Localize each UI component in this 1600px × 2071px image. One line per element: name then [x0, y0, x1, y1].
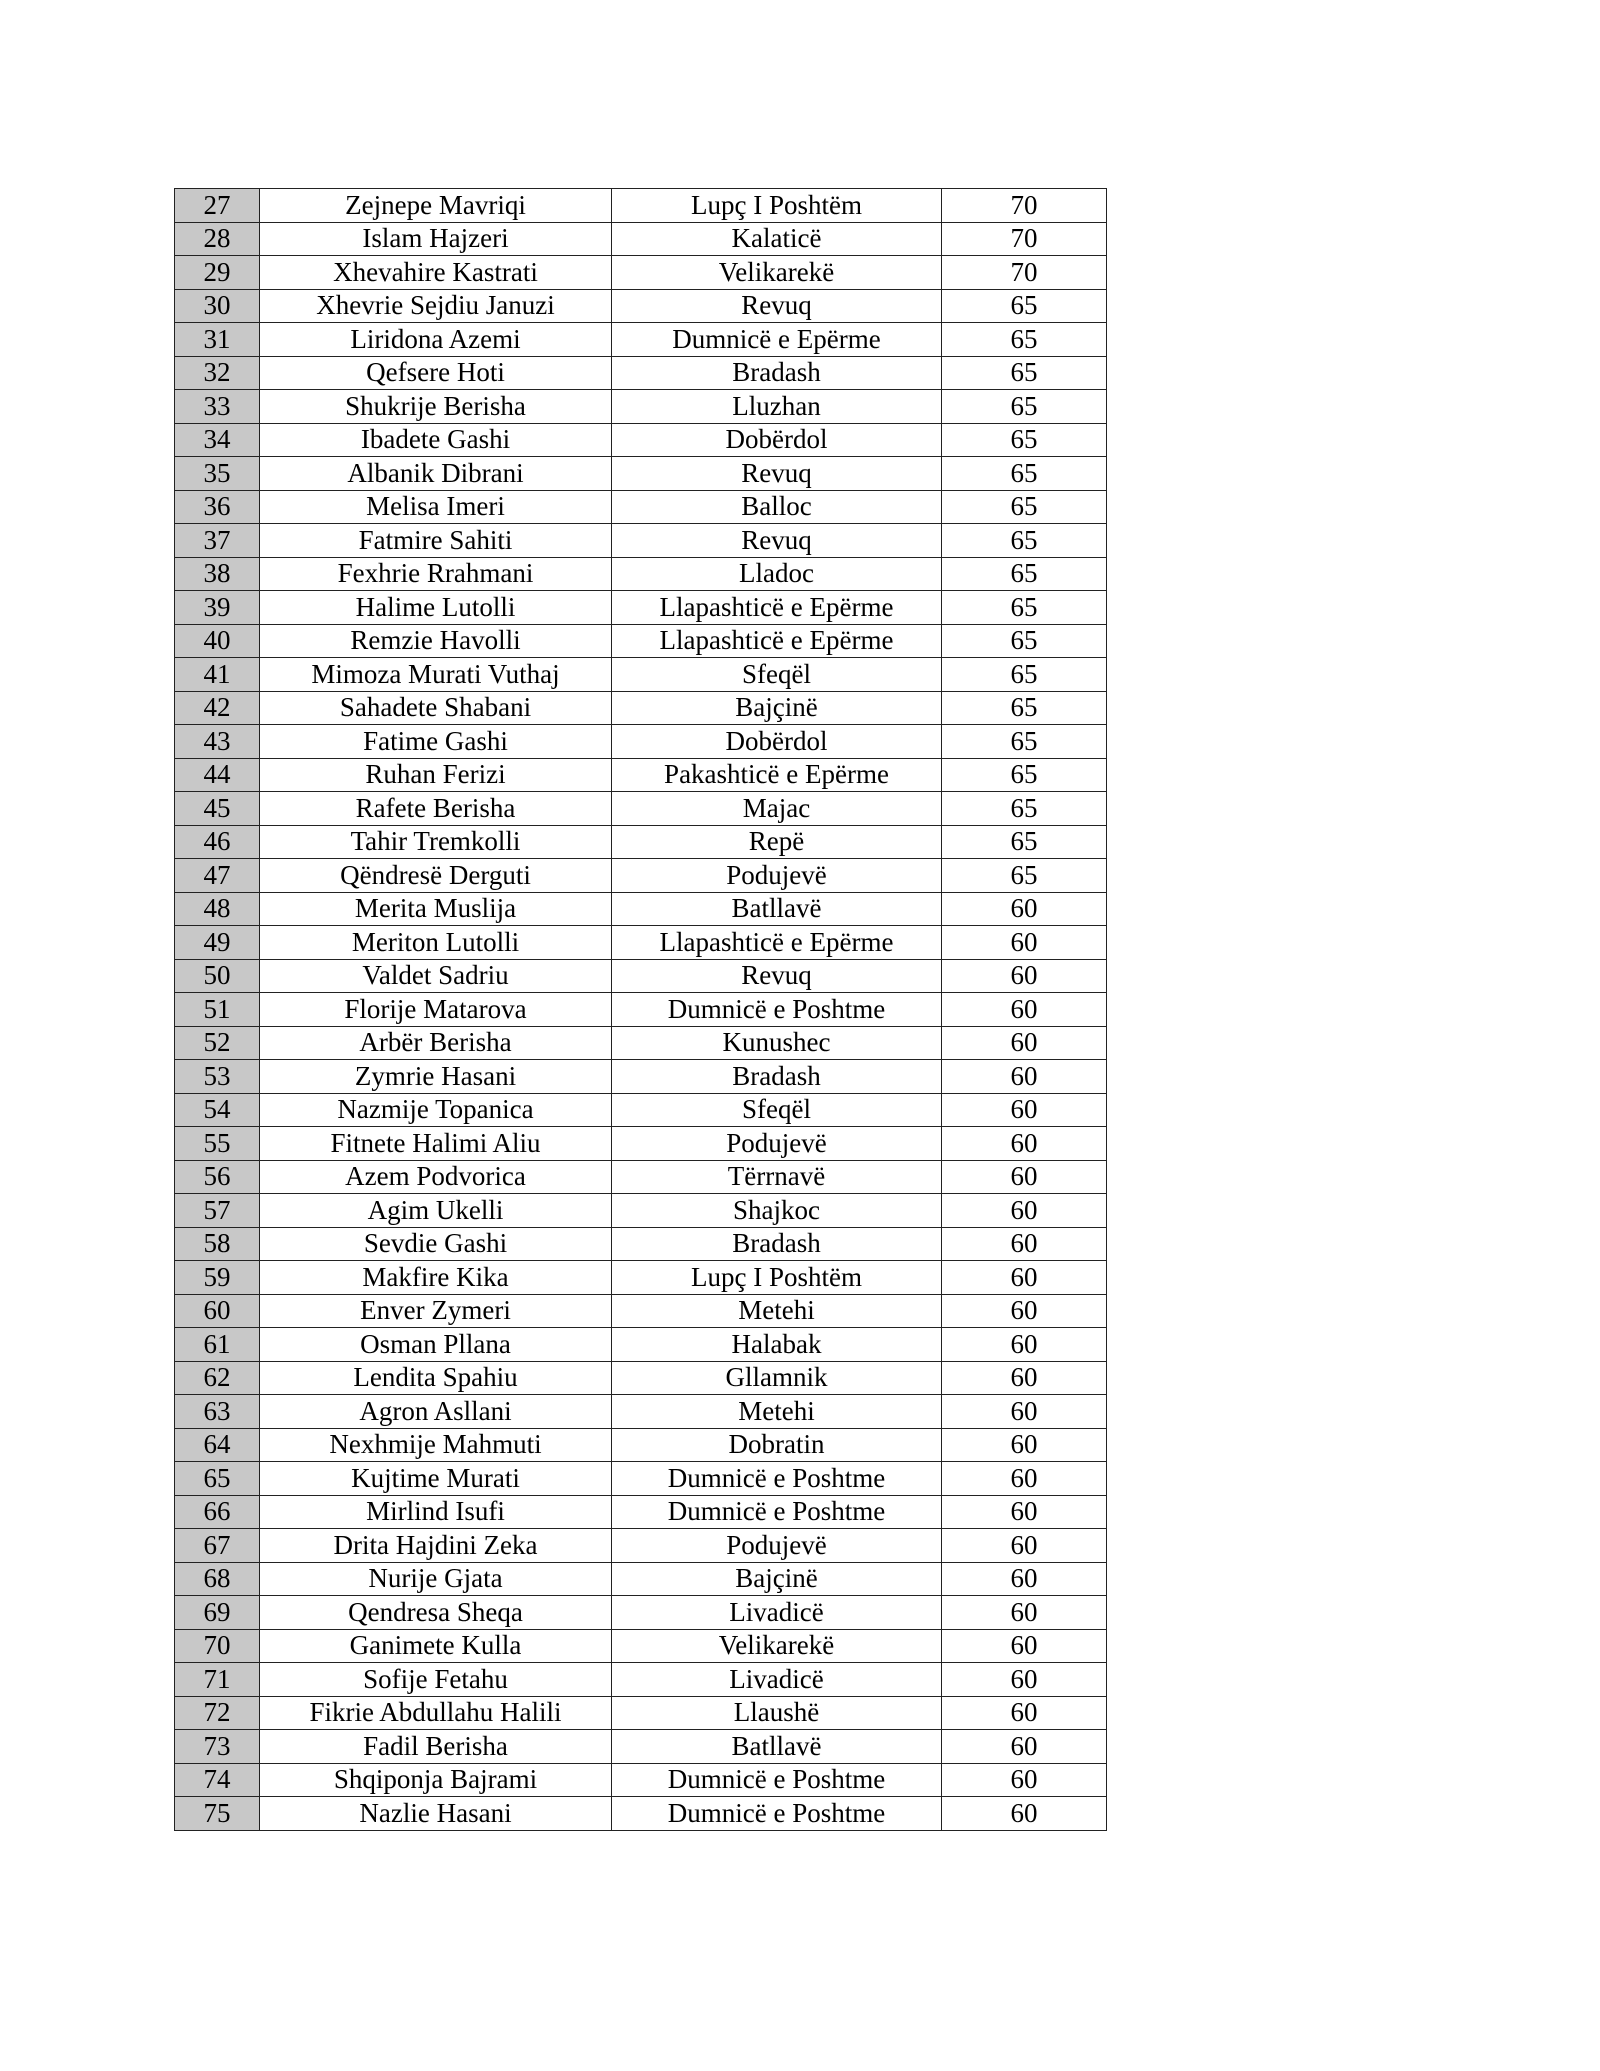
- row-number-cell: 59: [175, 1261, 260, 1295]
- table-row: [175, 289, 1107, 323]
- score-cell: 60: [942, 1629, 1107, 1663]
- score-cell: 65: [942, 658, 1107, 692]
- village-cell: Repë: [612, 825, 942, 859]
- village-cell: Velikarekë: [612, 256, 942, 290]
- village-cell: Majac: [612, 792, 942, 826]
- village-cell: Llapashticë e Epërme: [612, 926, 942, 960]
- row-number-cell: 35: [175, 457, 260, 491]
- table-row: [175, 691, 1107, 725]
- table-row: [175, 825, 1107, 859]
- row-number-cell: 37: [175, 524, 260, 558]
- village-cell: Velikarekë: [612, 1629, 942, 1663]
- row-number-cell: 73: [175, 1730, 260, 1764]
- person-name-cell: Fitnete Halimi Aliu: [260, 1127, 612, 1161]
- score-cell: 65: [942, 792, 1107, 826]
- table-row: [175, 1194, 1107, 1228]
- table-row: [175, 1395, 1107, 1429]
- village-cell: Bajçinë: [612, 691, 942, 725]
- results-table: [174, 188, 1107, 1831]
- person-name-cell: Zymrie Hasani: [260, 1060, 612, 1094]
- table-row: [175, 1730, 1107, 1764]
- score-cell: 60: [942, 1730, 1107, 1764]
- score-cell: 60: [942, 1562, 1107, 1596]
- person-name-cell: Mimoza Murati Vuthaj: [260, 658, 612, 692]
- village-cell: Bradash: [612, 1227, 942, 1261]
- person-name-cell: Makfire Kika: [260, 1261, 612, 1295]
- table-row: [175, 1763, 1107, 1797]
- table-row: [175, 557, 1107, 591]
- score-cell: 60: [942, 959, 1107, 993]
- score-cell: 65: [942, 758, 1107, 792]
- village-cell: Podujevë: [612, 1529, 942, 1563]
- person-name-cell: Fikrie Abdullahu Halili: [260, 1696, 612, 1730]
- score-cell: 60: [942, 926, 1107, 960]
- row-number-cell: 51: [175, 993, 260, 1027]
- row-number-cell: 70: [175, 1629, 260, 1663]
- village-cell: Bradash: [612, 356, 942, 390]
- row-number-cell: 68: [175, 1562, 260, 1596]
- table-row: [175, 959, 1107, 993]
- table-row: [175, 1696, 1107, 1730]
- row-number-cell: 45: [175, 792, 260, 826]
- person-name-cell: Xhevahire Kastrati: [260, 256, 612, 290]
- row-number-cell: 52: [175, 1026, 260, 1060]
- table-row: [175, 256, 1107, 290]
- person-name-cell: Lendita Spahiu: [260, 1361, 612, 1395]
- row-number-cell: 40: [175, 624, 260, 658]
- row-number-cell: 65: [175, 1462, 260, 1496]
- village-cell: Kalaticë: [612, 222, 942, 256]
- village-cell: Halabak: [612, 1328, 942, 1362]
- table-row: [175, 1328, 1107, 1362]
- row-number-cell: 36: [175, 490, 260, 524]
- person-name-cell: Qendresa Sheqa: [260, 1596, 612, 1630]
- person-name-cell: Nazlie Hasani: [260, 1797, 612, 1831]
- score-cell: 65: [942, 323, 1107, 357]
- village-cell: Lluzhan: [612, 390, 942, 424]
- person-name-cell: Fatmire Sahiti: [260, 524, 612, 558]
- score-cell: 65: [942, 423, 1107, 457]
- person-name-cell: Fadil Berisha: [260, 1730, 612, 1764]
- table-row: [175, 1060, 1107, 1094]
- village-cell: Dobërdol: [612, 725, 942, 759]
- table-row: [175, 1797, 1107, 1831]
- score-cell: 65: [942, 524, 1107, 558]
- score-cell: 70: [942, 222, 1107, 256]
- score-cell: 65: [942, 390, 1107, 424]
- person-name-cell: Fexhrie Rrahmani: [260, 557, 612, 591]
- village-cell: Balloc: [612, 490, 942, 524]
- table-row: [175, 356, 1107, 390]
- village-cell: Dumnicë e Poshtme: [612, 993, 942, 1027]
- village-cell: Revuq: [612, 524, 942, 558]
- table-row: [175, 1160, 1107, 1194]
- person-name-cell: Mirlind Isufi: [260, 1495, 612, 1529]
- table-row: [175, 1026, 1107, 1060]
- village-cell: Dumnicë e Poshtme: [612, 1462, 942, 1496]
- village-cell: Llapashticë e Epërme: [612, 624, 942, 658]
- village-cell: Podujevë: [612, 859, 942, 893]
- table-row: [175, 222, 1107, 256]
- village-cell: Dumnicë e Poshtme: [612, 1763, 942, 1797]
- row-number-cell: 72: [175, 1696, 260, 1730]
- row-number-cell: 64: [175, 1428, 260, 1462]
- table-row: [175, 189, 1107, 223]
- table-row: [175, 1127, 1107, 1161]
- row-number-cell: 61: [175, 1328, 260, 1362]
- score-cell: 60: [942, 1663, 1107, 1697]
- score-cell: 65: [942, 557, 1107, 591]
- person-name-cell: Enver Zymeri: [260, 1294, 612, 1328]
- score-cell: 65: [942, 591, 1107, 625]
- village-cell: Lladoc: [612, 557, 942, 591]
- table-row: [175, 1361, 1107, 1395]
- village-cell: Dobërdol: [612, 423, 942, 457]
- row-number-cell: 74: [175, 1763, 260, 1797]
- row-number-cell: 47: [175, 859, 260, 893]
- score-cell: 60: [942, 1160, 1107, 1194]
- row-number-cell: 48: [175, 892, 260, 926]
- person-name-cell: Agim Ukelli: [260, 1194, 612, 1228]
- village-cell: Sfeqël: [612, 658, 942, 692]
- table-row: [175, 323, 1107, 357]
- row-number-cell: 66: [175, 1495, 260, 1529]
- table-row: [175, 624, 1107, 658]
- table-row: [175, 859, 1107, 893]
- village-cell: Bradash: [612, 1060, 942, 1094]
- table-row: [175, 658, 1107, 692]
- person-name-cell: Meriton Lutolli: [260, 926, 612, 960]
- score-cell: 65: [942, 825, 1107, 859]
- person-name-cell: Ganimete Kulla: [260, 1629, 612, 1663]
- person-name-cell: Sevdie Gashi: [260, 1227, 612, 1261]
- table-row: [175, 1227, 1107, 1261]
- person-name-cell: Merita Muslija: [260, 892, 612, 926]
- village-cell: Revuq: [612, 289, 942, 323]
- row-number-cell: 28: [175, 222, 260, 256]
- person-name-cell: Florije Matarova: [260, 993, 612, 1027]
- village-cell: Lupç I Poshtëm: [612, 1261, 942, 1295]
- row-number-cell: 46: [175, 825, 260, 859]
- score-cell: 60: [942, 1261, 1107, 1295]
- score-cell: 65: [942, 859, 1107, 893]
- table-row: [175, 1495, 1107, 1529]
- person-name-cell: Islam Hajzeri: [260, 222, 612, 256]
- village-cell: Dumnicë e Poshtme: [612, 1797, 942, 1831]
- score-cell: 60: [942, 1797, 1107, 1831]
- person-name-cell: Agron Asllani: [260, 1395, 612, 1429]
- village-cell: Revuq: [612, 457, 942, 491]
- table-row: [175, 524, 1107, 558]
- score-cell: 60: [942, 1060, 1107, 1094]
- score-cell: 65: [942, 691, 1107, 725]
- table-row: [175, 490, 1107, 524]
- row-number-cell: 53: [175, 1060, 260, 1094]
- village-cell: Sfeqël: [612, 1093, 942, 1127]
- score-cell: 60: [942, 1462, 1107, 1496]
- person-name-cell: Remzie Havolli: [260, 624, 612, 658]
- person-name-cell: Drita Hajdini Zeka: [260, 1529, 612, 1563]
- row-number-cell: 44: [175, 758, 260, 792]
- table-row: [175, 792, 1107, 826]
- village-cell: Tërrnavë: [612, 1160, 942, 1194]
- score-cell: 60: [942, 1026, 1107, 1060]
- score-cell: 60: [942, 1093, 1107, 1127]
- row-number-cell: 42: [175, 691, 260, 725]
- person-name-cell: Kujtime Murati: [260, 1462, 612, 1496]
- row-number-cell: 49: [175, 926, 260, 960]
- table-row: [175, 1562, 1107, 1596]
- score-cell: 65: [942, 725, 1107, 759]
- village-cell: Llaushë: [612, 1696, 942, 1730]
- table-row: [175, 1093, 1107, 1127]
- village-cell: Podujevë: [612, 1127, 942, 1161]
- row-number-cell: 30: [175, 289, 260, 323]
- village-cell: Batllavë: [612, 892, 942, 926]
- person-name-cell: Albanik Dibrani: [260, 457, 612, 491]
- village-cell: Bajçinë: [612, 1562, 942, 1596]
- score-cell: 65: [942, 356, 1107, 390]
- score-cell: 60: [942, 1328, 1107, 1362]
- table-row: [175, 1428, 1107, 1462]
- village-cell: Livadicë: [612, 1663, 942, 1697]
- table-row: [175, 725, 1107, 759]
- row-number-cell: 69: [175, 1596, 260, 1630]
- village-cell: Batllavë: [612, 1730, 942, 1764]
- person-name-cell: Valdet Sadriu: [260, 959, 612, 993]
- village-cell: Dumnicë e Epërme: [612, 323, 942, 357]
- person-name-cell: Ruhan Ferizi: [260, 758, 612, 792]
- person-name-cell: Zejnepe Mavriqi: [260, 189, 612, 223]
- person-name-cell: Fatime Gashi: [260, 725, 612, 759]
- row-number-cell: 54: [175, 1093, 260, 1127]
- row-number-cell: 58: [175, 1227, 260, 1261]
- row-number-cell: 55: [175, 1127, 260, 1161]
- row-number-cell: 27: [175, 189, 260, 223]
- person-name-cell: Nurije Gjata: [260, 1562, 612, 1596]
- person-name-cell: Ibadete Gashi: [260, 423, 612, 457]
- row-number-cell: 57: [175, 1194, 260, 1228]
- row-number-cell: 38: [175, 557, 260, 591]
- village-cell: Metehi: [612, 1294, 942, 1328]
- village-cell: Gllamnik: [612, 1361, 942, 1395]
- row-number-cell: 39: [175, 591, 260, 625]
- score-cell: 60: [942, 1596, 1107, 1630]
- person-name-cell: Xhevrie Sejdiu Januzi: [260, 289, 612, 323]
- score-cell: 60: [942, 1529, 1107, 1563]
- score-cell: 70: [942, 189, 1107, 223]
- person-name-cell: Shukrije Berisha: [260, 390, 612, 424]
- row-number-cell: 33: [175, 390, 260, 424]
- table-row: [175, 1596, 1107, 1630]
- table-row: [175, 591, 1107, 625]
- score-cell: 60: [942, 1361, 1107, 1395]
- table-row: [175, 390, 1107, 424]
- village-cell: Lupç I Poshtëm: [612, 189, 942, 223]
- person-name-cell: Melisa Imeri: [260, 490, 612, 524]
- row-number-cell: 50: [175, 959, 260, 993]
- village-cell: Dobratin: [612, 1428, 942, 1462]
- row-number-cell: 31: [175, 323, 260, 357]
- person-name-cell: Azem Podvorica: [260, 1160, 612, 1194]
- person-name-cell: Shqiponja Bajrami: [260, 1763, 612, 1797]
- score-cell: 60: [942, 1194, 1107, 1228]
- row-number-cell: 43: [175, 725, 260, 759]
- person-name-cell: Halime Lutolli: [260, 591, 612, 625]
- table-row: [175, 457, 1107, 491]
- village-cell: Kunushec: [612, 1026, 942, 1060]
- table-row: [175, 423, 1107, 457]
- village-cell: Livadicë: [612, 1596, 942, 1630]
- table-row: [175, 1294, 1107, 1328]
- village-cell: Shajkoc: [612, 1194, 942, 1228]
- score-cell: 60: [942, 993, 1107, 1027]
- score-cell: 65: [942, 457, 1107, 491]
- person-name-cell: Nexhmije Mahmuti: [260, 1428, 612, 1462]
- score-cell: 60: [942, 892, 1107, 926]
- person-name-cell: Osman Pllana: [260, 1328, 612, 1362]
- person-name-cell: Rafete Berisha: [260, 792, 612, 826]
- score-cell: 60: [942, 1294, 1107, 1328]
- score-cell: 60: [942, 1495, 1107, 1529]
- table-row: [175, 993, 1107, 1027]
- table-row: [175, 926, 1107, 960]
- person-name-cell: Tahir Tremkolli: [260, 825, 612, 859]
- table-row: [175, 892, 1107, 926]
- row-number-cell: 62: [175, 1361, 260, 1395]
- score-cell: 60: [942, 1763, 1107, 1797]
- row-number-cell: 34: [175, 423, 260, 457]
- table-row: [175, 758, 1107, 792]
- results-table-body: [175, 189, 1107, 1831]
- score-cell: 60: [942, 1428, 1107, 1462]
- score-cell: 60: [942, 1227, 1107, 1261]
- village-cell: Llapashticë e Epërme: [612, 591, 942, 625]
- score-cell: 60: [942, 1395, 1107, 1429]
- row-number-cell: 29: [175, 256, 260, 290]
- village-cell: Dumnicë e Poshtme: [612, 1495, 942, 1529]
- row-number-cell: 67: [175, 1529, 260, 1563]
- score-cell: 60: [942, 1127, 1107, 1161]
- table-row: [175, 1629, 1107, 1663]
- table-row: [175, 1663, 1107, 1697]
- score-cell: 65: [942, 624, 1107, 658]
- person-name-cell: Sahadete Shabani: [260, 691, 612, 725]
- person-name-cell: Qëndresë Derguti: [260, 859, 612, 893]
- village-cell: Revuq: [612, 959, 942, 993]
- table-row: [175, 1529, 1107, 1563]
- village-cell: Metehi: [612, 1395, 942, 1429]
- row-number-cell: 60: [175, 1294, 260, 1328]
- row-number-cell: 41: [175, 658, 260, 692]
- row-number-cell: 71: [175, 1663, 260, 1697]
- score-cell: 65: [942, 490, 1107, 524]
- village-cell: Pakashticë e Epërme: [612, 758, 942, 792]
- row-number-cell: 75: [175, 1797, 260, 1831]
- row-number-cell: 56: [175, 1160, 260, 1194]
- score-cell: 65: [942, 289, 1107, 323]
- score-cell: 60: [942, 1696, 1107, 1730]
- person-name-cell: Arbër Berisha: [260, 1026, 612, 1060]
- person-name-cell: Sofije Fetahu: [260, 1663, 612, 1697]
- person-name-cell: Nazmije Topanica: [260, 1093, 612, 1127]
- score-cell: 70: [942, 256, 1107, 290]
- person-name-cell: Qefsere Hoti: [260, 356, 612, 390]
- table-row: [175, 1462, 1107, 1496]
- person-name-cell: Liridona Azemi: [260, 323, 612, 357]
- table-row: [175, 1261, 1107, 1295]
- row-number-cell: 32: [175, 356, 260, 390]
- row-number-cell: 63: [175, 1395, 260, 1429]
